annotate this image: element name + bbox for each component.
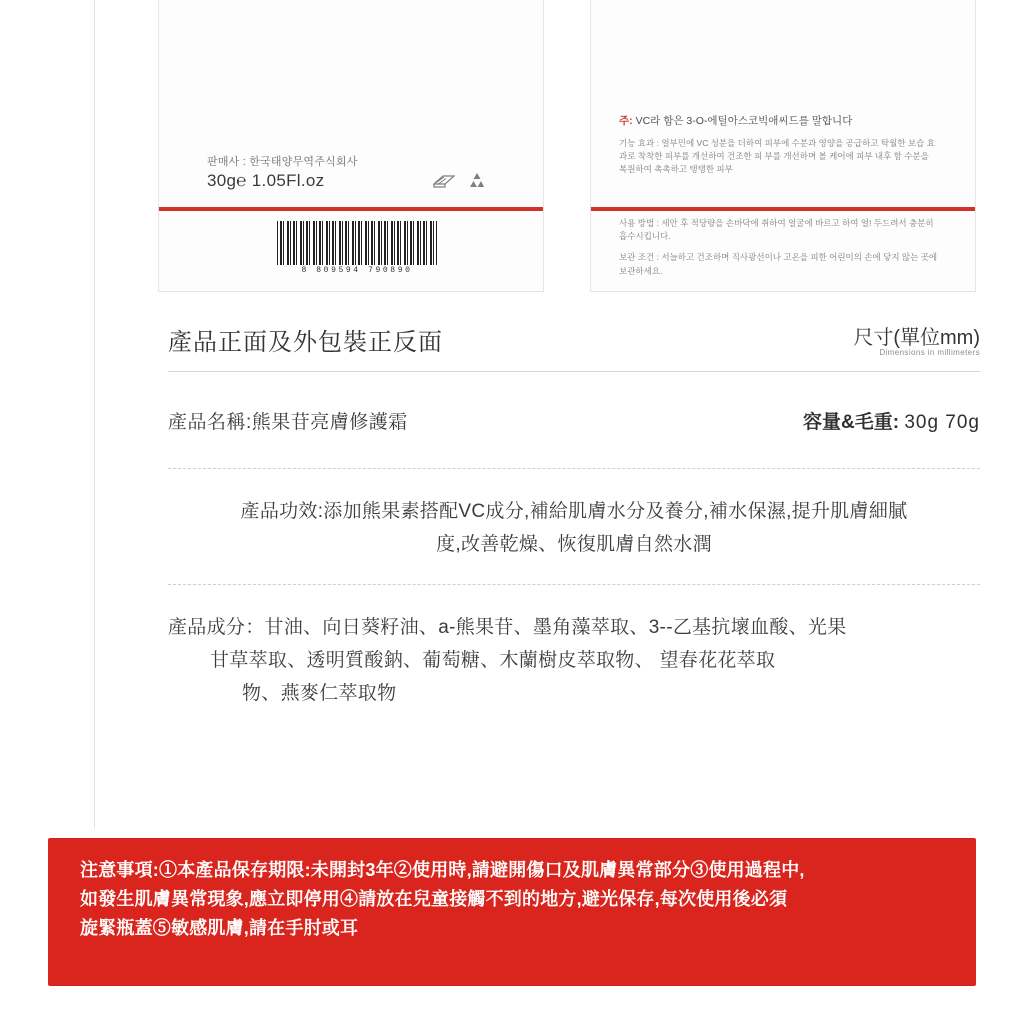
efficacy-line-2: 度,改善乾燥、恢復肌膚自然水潤	[436, 534, 712, 556]
storage-text: 서늘하고 건조하며 직사광선이나 고온을 피한 어린이의 손에 닿지 않는 곳에 보관하세요.	[619, 252, 938, 276]
package-symbol-icons	[433, 171, 487, 196]
note-title: VC라 함은 3-O-에틸아스코빅애씨드를 말합니다	[635, 115, 853, 127]
capacity-label: 容量&毛重:	[802, 411, 900, 433]
capacity-values: 30g 70g	[904, 411, 980, 433]
barcode-bars	[277, 221, 437, 265]
barcode-number: 8 809594 790890	[301, 266, 413, 275]
warning-line-2: 如發生肌膚異常現象,應立即停用④請放在兒童接觸不到的地方,避光保存,每次使用後必須	[80, 889, 788, 910]
product-name-label: 產品名稱:熊果苷亮膚修護霜	[168, 411, 408, 433]
storage-label: 보관 조건 :	[619, 252, 659, 263]
warning-line-3: 旋緊瓶蓋⑤敏感肌膚,請在手肘或耳	[80, 918, 359, 939]
seller-name: 한국태양무역주식회사	[249, 156, 358, 168]
usage-label: 사용 방법 :	[619, 218, 659, 228]
package-red-bar	[591, 207, 975, 211]
recycle-paper-icon	[433, 172, 455, 195]
seller-label: 판매사 :	[207, 156, 246, 168]
spec-header	[168, 322, 980, 371]
recycle-icon	[467, 171, 487, 196]
efficacy-line-1: 產品功效:添加熊果素搭配VC成分,補給肌膚水分及養分,補水保濕,提升肌膚細膩	[240, 501, 908, 522]
usage-block	[619, 217, 939, 243]
package-back-image	[158, 0, 544, 292]
ingredients-line-3: 物、燕麥仁萃取物	[242, 683, 397, 704]
spec-unit-block	[853, 328, 980, 357]
warning-box	[48, 838, 976, 986]
package-red-bar	[159, 207, 543, 211]
barcode	[277, 221, 437, 275]
ingredients-line-2: 甘草萃取、透明質酸鈉、葡萄糖、木蘭樹皮萃取物、 望春花花萃取	[210, 649, 776, 671]
ingredients-block	[168, 585, 980, 733]
product-name-row	[168, 372, 980, 468]
ingredients-line-1: 產品成分：甘油、向日葵籽油、a-熊果苷、墨角藻萃取、3--乙基抗壞血酸、光果	[168, 616, 847, 638]
package-images-row	[0, 0, 1024, 296]
note-line	[619, 113, 939, 128]
net-weight-text: 30g℮ 1.05Fl.oz	[207, 171, 325, 190]
capacity-cell	[803, 407, 980, 434]
warning-line-1: 注意事項:①本產品保存期限:未開封3年②使用時,請避開傷口及肌膚異常部分③使用過程中,	[80, 860, 805, 880]
storage-block	[619, 251, 939, 277]
note-bullet: 주:	[619, 115, 633, 127]
efficacy-block	[168, 469, 980, 584]
spec-sheet	[168, 322, 980, 732]
effect-label: 기능 효과 :	[619, 138, 659, 148]
package-side-image	[590, 0, 976, 292]
spec-unit-zh: 尺寸(單位mm)	[853, 326, 980, 349]
spec-title: 產品正面及外包裝正反面	[168, 329, 443, 356]
usage-text: 세안 후 적당량을 손바닥에 취하여 얼굴에 바르고 하여 얼! 두드려서 충분히 흡수시킵니다.	[619, 218, 934, 242]
korean-description-bottom	[619, 217, 939, 286]
ingredients-text	[168, 611, 980, 711]
korean-description-top	[619, 113, 939, 177]
spec-unit-en: Dimensions in millimeters	[879, 347, 980, 357]
seller-line	[207, 153, 358, 169]
effect-block	[619, 137, 939, 177]
effect-text: 얼부민에 VC 성분을 더하여 피부에 수분과 영양을 공급하고 탁월한 보습 효과로 착착한 피부를 개선하여 건조한 피 부를 개선하며 볼 케어에 피부 내후 함 수분을 복원하여 촉촉하고 탱탱한 피부	[619, 138, 935, 175]
